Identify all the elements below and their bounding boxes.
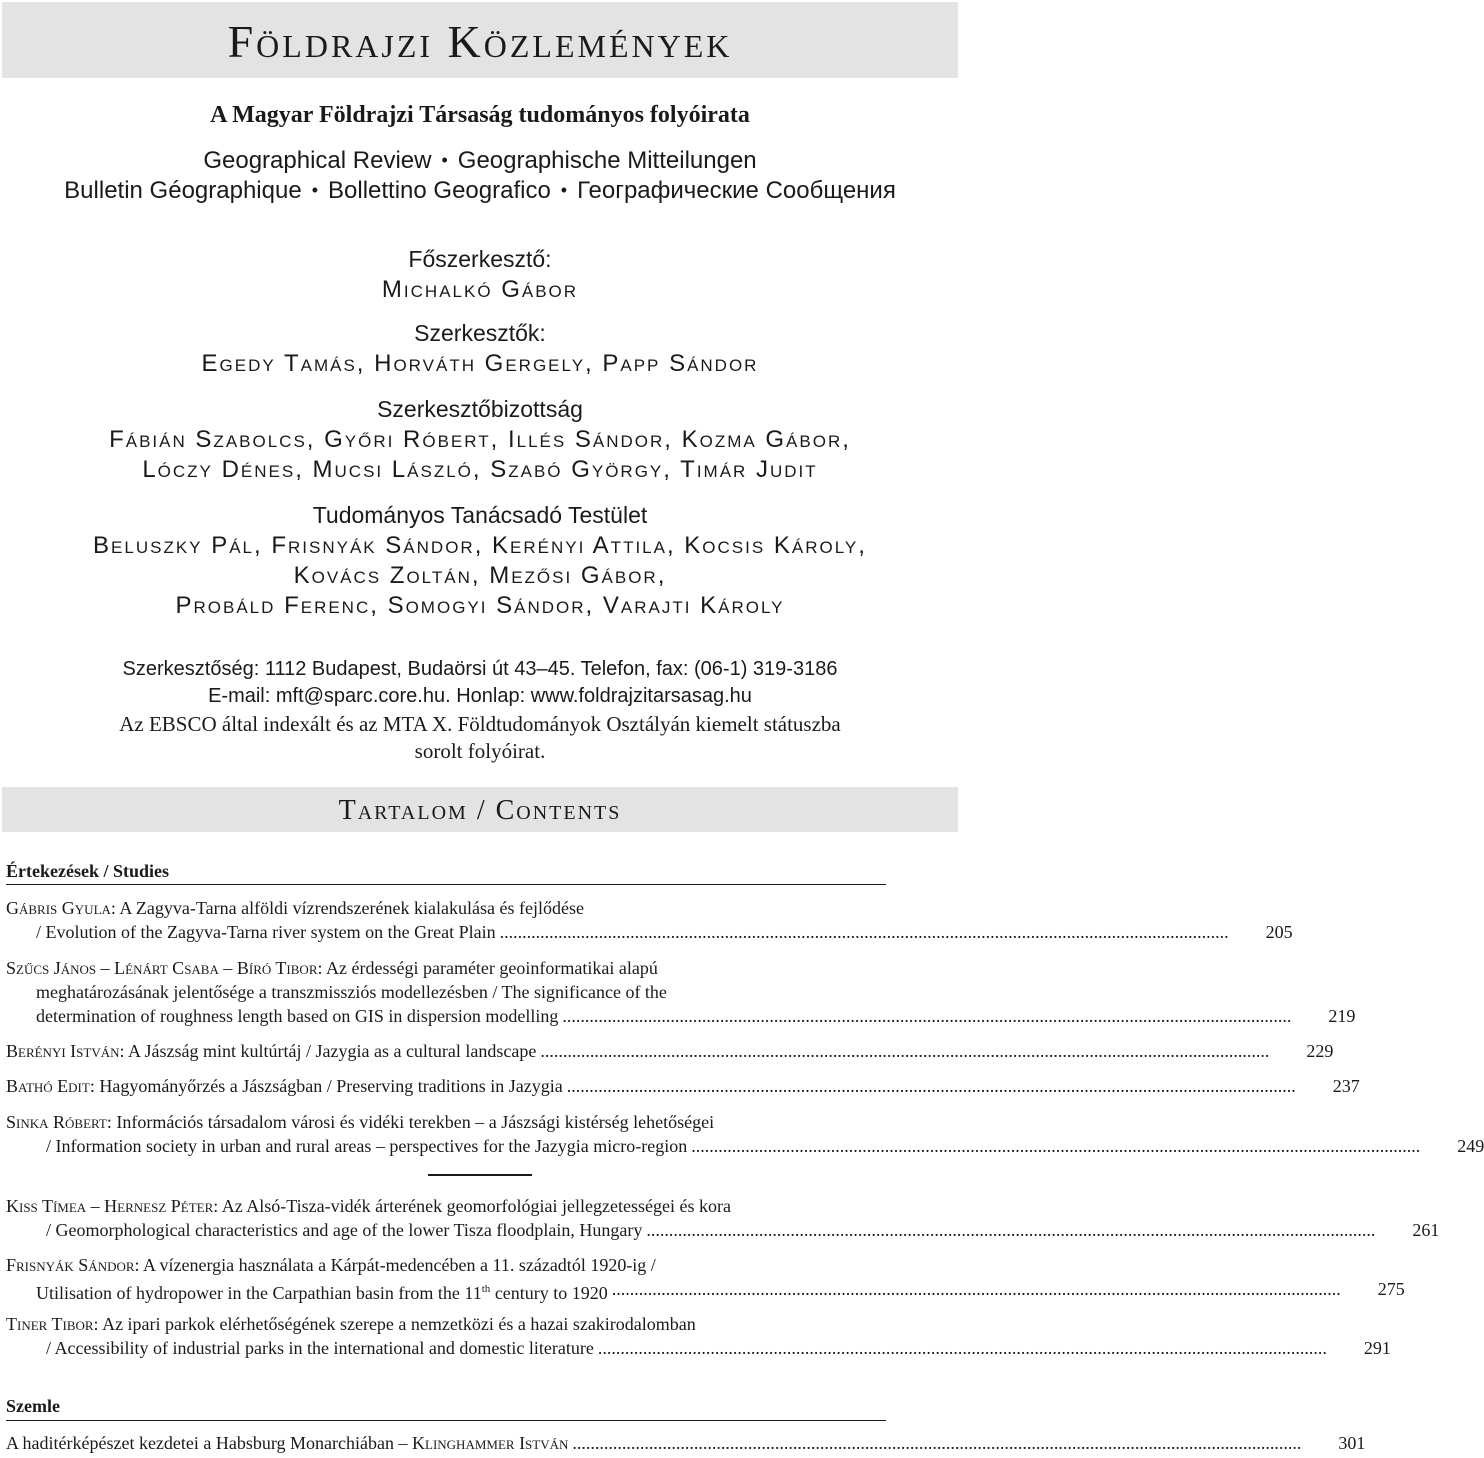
- editors-label: Szerkesztők:: [414, 320, 546, 346]
- toc-entry-last-line: [6, 920, 1293, 944]
- toc-entry-title: / Geomorphological characteristics and age of the lower Tisza floodplain, Hungary: [46, 1220, 643, 1240]
- editorial-board-label: Szerkesztőbizottság: [377, 396, 583, 422]
- toc-entry-line: [6, 1110, 954, 1134]
- toc-entry: [6, 1039, 1334, 1063]
- editorial-board-line-2: Lóczy Dénes, Mucsi László, Szabó György, Timár Judit: [142, 456, 818, 483]
- language-title: Bollettino Geografico: [328, 177, 551, 204]
- toc-entry-title: A Zagyva-Tarna alföldi vízrendszerének kialakulása és fejlődése: [115, 898, 584, 918]
- chief-editor-name: Michalkó Gábor: [381, 276, 579, 303]
- toc-entry: [6, 1253, 1405, 1303]
- editors-names: Egedy Tamás, Horváth Gergely, Papp Sándor: [201, 350, 759, 377]
- bullet-separator: •: [560, 180, 568, 200]
- toc-entry-author: Tiner Tibor:: [6, 1314, 99, 1334]
- language-title: Geographische Mitteilungen: [457, 147, 757, 174]
- indexing-note-line-2: sorolt folyóirat.: [414, 739, 546, 763]
- language-titles-line-1: [0, 147, 960, 175]
- toc-entry-line: [6, 1312, 954, 1336]
- journal-title-banner: [2, 2, 958, 78]
- toc-entry: [6, 1312, 1391, 1360]
- toc-entry: [6, 1074, 1360, 1098]
- toc-entry-line: [6, 956, 954, 980]
- toc-entry-author: Szűcs János – Lénárt Csaba – Bíró Tibor:: [6, 958, 323, 978]
- advisory-board-label: Tudományos Tanácsadó Testület: [312, 502, 648, 528]
- toc-entry-title: determination of roughness length based on GIS in dispersion modelling: [36, 1006, 559, 1026]
- chief-editor-label: Főszerkesztő:: [408, 246, 552, 272]
- advisory-board-line-1: Beluszky Pál, Frisnyák Sándor, Kerényi Attila, Kocsis Károly,: [93, 532, 867, 559]
- toc-entry-last-line: [6, 1431, 1366, 1455]
- dot-leader: ..................................................................................................................................................................: [540, 1041, 1270, 1061]
- toc-entry-title: Az ipari parkok elérhetőségének szerepe a nemzetközi és a hazai szakirodalomban: [98, 1314, 696, 1334]
- toc-entry-last-line: [6, 1074, 1360, 1098]
- toc-page-number: 261: [1412, 1220, 1440, 1240]
- toc-entry-author: Sinka Róbert:: [6, 1112, 112, 1132]
- toc-entry-title: / Evolution of the Zagyva-Tarna river system on the Great Plain: [36, 922, 496, 942]
- office-address: Szerkesztőség: 1112 Budapest, Budaörsi út 43–45. Telefon, fax: (06-1) 319-3186: [122, 658, 838, 680]
- language-titles-line-2: [0, 177, 960, 205]
- toc-entry-line: [6, 896, 954, 920]
- toc-entry-title-text: A haditérképészet kezdetei a Habsburg Monarchiában –: [6, 1433, 413, 1453]
- toc-entry-author: Frisnyák Sándor:: [6, 1255, 140, 1275]
- toc-entry: [6, 1431, 1366, 1455]
- toc-entry-title-text: A Jászság mint kultúrtáj / Jazygia as a cultural landscape: [124, 1041, 537, 1061]
- dot-leader: ..................................................................................................................................................................: [611, 1279, 1341, 1299]
- language-title: Географические Сообщения: [577, 177, 896, 204]
- toc-entry-title: Információs társadalom városi és vidéki terekben – a Jászsági kistérség lehetőségei: [111, 1112, 715, 1132]
- toc-page-number: 301: [1338, 1433, 1366, 1453]
- toc-entry-last-line: [6, 1336, 1391, 1360]
- editorial-board-line-1: Fábián Szabolcs, Győri Róbert, Illés Sándor, Kozma Gábor,: [109, 426, 851, 453]
- toc-entry-title: / Accessibility of industrial parks in the international and domestic literature: [46, 1338, 594, 1358]
- toc-entry-title: [6, 1039, 536, 1063]
- toc-entry-line: meghatározásának jelentősége a transzmissziós modellezésben / The significance of the: [36, 982, 667, 1002]
- studies-heading: Értekezések / Studies: [6, 861, 169, 881]
- toc-entry-author: Klinghammer István: [412, 1433, 569, 1453]
- bullet-separator: •: [311, 180, 318, 200]
- review-heading: Szemle: [6, 1396, 60, 1416]
- toc-entry-author: Bathó Edit:: [6, 1076, 95, 1096]
- toc-entry: [6, 1110, 1484, 1158]
- toc-entry-line: [6, 1194, 954, 1218]
- toc-entry-last-line: [6, 1218, 1440, 1242]
- toc-page-number: 291: [1363, 1338, 1391, 1358]
- dot-leader: ..................................................................................................................................................................: [562, 1006, 1292, 1026]
- toc-entry-title-text: century to 1920: [490, 1283, 608, 1303]
- toc-entry-line: [6, 1253, 954, 1277]
- dot-leader: ..................................................................................................................................................................: [691, 1136, 1421, 1156]
- bullet-separator: •: [441, 150, 448, 170]
- toc-entry: [6, 956, 1356, 1028]
- toc-entry-title: [6, 1074, 563, 1098]
- advisory-board-line-2: Kovács Zoltán, Mezősi Gábor,: [293, 562, 667, 589]
- dot-leader: ..................................................................................................................................................................: [597, 1338, 1327, 1358]
- toc-page-number: 219: [1328, 1006, 1356, 1026]
- toc-entry-title: Az érdességi paraméter geoinformatikai alapú: [322, 958, 658, 978]
- toc-entry-last-line: [6, 1039, 1334, 1063]
- toc-page-number: 237: [1332, 1076, 1360, 1096]
- toc-entry-last-line: [6, 1277, 1405, 1303]
- dot-leader: ..................................................................................................................................................................: [566, 1076, 1296, 1096]
- toc-entry: [6, 1194, 1440, 1242]
- office-contacts: E-mail: mft@sparc.core.hu. Honlap: www.foldrajzitarsasag.hu: [208, 685, 752, 707]
- toc-entry-title: Az Alsó-Tisza-vidék árterének geomorfológiai jellegzetességei és kora: [218, 1196, 731, 1216]
- toc-entry-title: [6, 1431, 568, 1455]
- advisory-board-line-3: Probáld Ferenc, Somogyi Sándor, Varajti Károly: [175, 592, 785, 619]
- section-divider: [6, 884, 886, 885]
- toc-page-number: 275: [1377, 1279, 1405, 1299]
- toc-entry: [6, 896, 1293, 944]
- indexing-note-line-1: Az EBSCO által indexált és az MTA X. Földtudományok Osztályán kiemelt státuszba: [119, 712, 841, 736]
- contents-title: Tartalom / Contents: [338, 795, 622, 826]
- language-title: Bulletin Géographique: [64, 177, 302, 204]
- superscript: th: [481, 1283, 491, 1295]
- toc-page-number: 205: [1265, 922, 1293, 942]
- dot-leader: ..................................................................................................................................................................: [572, 1433, 1302, 1453]
- toc-entry-author: Gábris Gyula:: [6, 898, 116, 918]
- toc-entry-author: Kiss Tímea – Hernesz Péter:: [6, 1196, 219, 1216]
- journal-title: Földrajzi Közlemények: [227, 16, 733, 67]
- toc-entry-title: / Information society in urban and rural areas – perspectives for the Jazygia micro-region: [46, 1136, 688, 1156]
- section-separator: [428, 1174, 532, 1176]
- contents-banner: [2, 787, 958, 832]
- dot-leader: ..................................................................................................................................................................: [646, 1220, 1376, 1240]
- toc-entry-title: [36, 1277, 608, 1301]
- toc-entry-last-line: [6, 1134, 1484, 1158]
- toc-entry-title-text: Hagyományőrzés a Jászságban / Preserving traditions in Jazygia: [94, 1076, 563, 1096]
- toc-entry-last-line: [6, 1004, 1356, 1028]
- dot-leader: ..................................................................................................................................................................: [499, 922, 1229, 942]
- toc-page-number: 249: [1457, 1136, 1484, 1156]
- section-divider: [6, 1420, 886, 1421]
- toc-entry-title: A vízenergia használata a Kárpát-medencében a 11. századtól 1920-ig /: [139, 1255, 656, 1275]
- toc-page-number: 229: [1306, 1041, 1334, 1061]
- toc-entry-author: Berényi István:: [6, 1041, 125, 1061]
- journal-subtitle: A Magyar Földrajzi Társaság tudományos folyóirata: [210, 102, 750, 128]
- language-title: Geographical Review: [203, 147, 432, 174]
- toc-entry-title-text: Utilisation of hydropower in the Carpathian basin from the 11: [36, 1283, 482, 1303]
